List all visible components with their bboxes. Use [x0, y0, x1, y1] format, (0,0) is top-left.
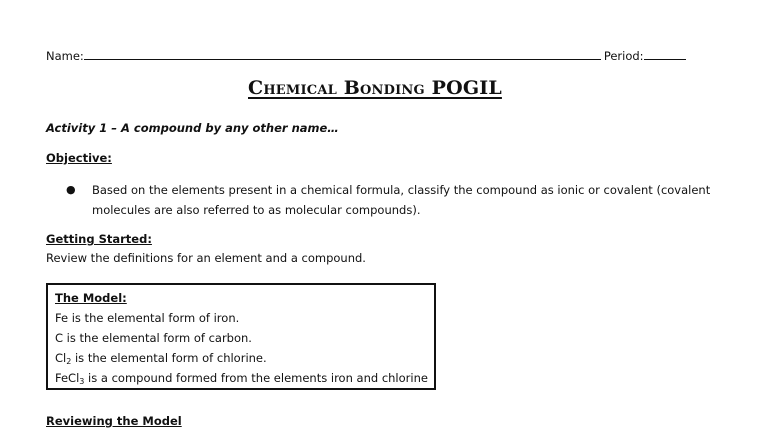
name-period-line — [46, 48, 686, 63]
objective-text: Based on the elements present in a chemical formula, classify the compound as ionic or covalent (covalent molecules are also referred to as molecular compounds). — [92, 183, 711, 217]
getting-started-heading: Getting Started: — [46, 232, 152, 246]
model-line-iron: Fe is the elemental form of iron. — [55, 311, 240, 325]
activity-heading: Activity 1 – A compound by any other name… — [46, 121, 339, 135]
model-line-carbon: C is the elemental form of carbon. — [55, 331, 252, 345]
formula-fecl: FeCl — [55, 371, 80, 385]
bullet-icon: ● — [66, 183, 76, 196]
formula-cl: Cl — [55, 351, 67, 365]
name-label: Name: — [46, 49, 84, 63]
period-blank — [644, 48, 686, 60]
reviewing-model-heading: Reviewing the Model — [46, 414, 182, 428]
model-line-chlorine — [55, 351, 267, 366]
model-line-fecl3 — [55, 371, 428, 386]
model-box — [46, 283, 436, 390]
page-title: Chemical Bonding POGIL — [248, 77, 502, 99]
chlorine-description: is the elemental form of chlorine. — [71, 351, 267, 365]
objective-heading: Objective: — [46, 151, 112, 165]
period-label: Period: — [603, 49, 644, 63]
formula-cl-subscript: 2 — [66, 357, 72, 366]
name-blank — [84, 48, 601, 60]
fecl3-description: is a compound formed from the elements iron and chlorine — [84, 371, 428, 385]
getting-started-text: Review the definitions for an element and a compound. — [46, 251, 366, 265]
formula-fecl-subscript: 3 — [79, 377, 85, 386]
model-heading: The Model: — [55, 291, 127, 305]
